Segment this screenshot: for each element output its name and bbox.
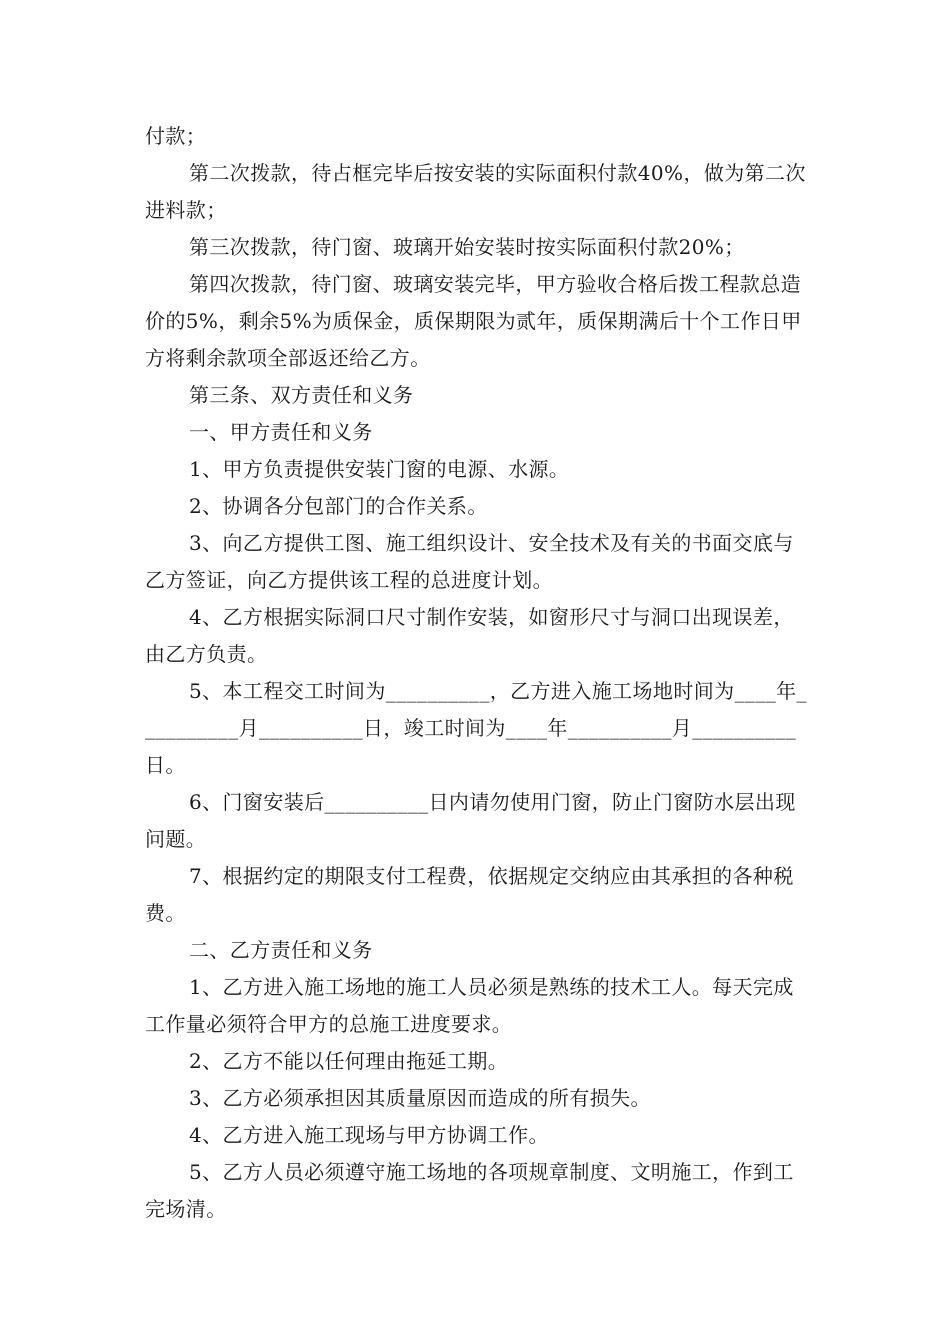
party-b-item-1: 1、乙方进入施工场地的施工人员必须是熟练的技术工人。每天完成工作量必须符合甲方的总施工进度要求。: [145, 975, 794, 1036]
paragraph-second-payment: 第二次拨款，待占框完毕后按安装的实际面积付款40%，做为第二次进料款；: [145, 161, 806, 222]
party-a-item-7: 7、根据约定的期限支付工程费，依据规定交纳应由其承担的各种税费。: [145, 864, 794, 925]
party-b-item-4: 4、乙方进入施工现场与甲方协调工作。: [189, 1123, 549, 1147]
party-b-item-2: 2、乙方不能以任何理由拖延工期。: [189, 1049, 509, 1073]
party-a-item-2: 2、协调各分包部门的合作关系。: [189, 494, 488, 518]
subheading-party-b: 二、乙方责任和义务: [189, 938, 373, 962]
party-b-item-3: 3、乙方必须承担因其质量原因而造成的所有损失。: [189, 1086, 651, 1110]
subheading-party-a: 一、甲方责任和义务: [189, 420, 373, 444]
party-a-item-6: 6、门窗安装后__________日内请勿使用门窗，防止门窗防水层出现问题。: [145, 790, 796, 851]
party-b-item-5: 5、乙方人员必须遵守施工场地的各项规章制度、文明施工，作到工完场清。: [145, 1160, 794, 1221]
section-heading-article-3: 第三条、双方责任和义务: [189, 383, 414, 407]
party-a-item-5: 5、本工程交工时间为__________，乙方进入施工场地时间为____年__________月__________日，竣工时间为____年__________月__________日。: [145, 679, 807, 777]
paragraph-payment-cont: 付款；: [145, 124, 207, 148]
party-a-item-4: 4、乙方根据实际洞口尺寸制作安装，如窗形尺寸与洞口出现误差，由乙方负责。: [145, 605, 794, 666]
paragraph-third-payment: 第三次拨款，待门窗、玻璃开始安装时按实际面积付款20%；: [189, 235, 745, 259]
paragraph-fourth-payment: 第四次拨款，待门窗、玻璃安装完毕，甲方验收合格后拨工程款总造价的5%，剩余5%为质保金，质保期限为贰年，质保期满后十个工作日甲方将剩余款项全部返还给乙方。: [145, 272, 802, 370]
party-a-item-3: 3、向乙方提供工图、施工组织设计、安全技术及有关的书面交底与乙方签证，向乙方提供该工程的总进度计划。: [145, 531, 794, 592]
party-a-item-1: 1、甲方负责提供安装门窗的电源、水源。: [189, 457, 570, 481]
